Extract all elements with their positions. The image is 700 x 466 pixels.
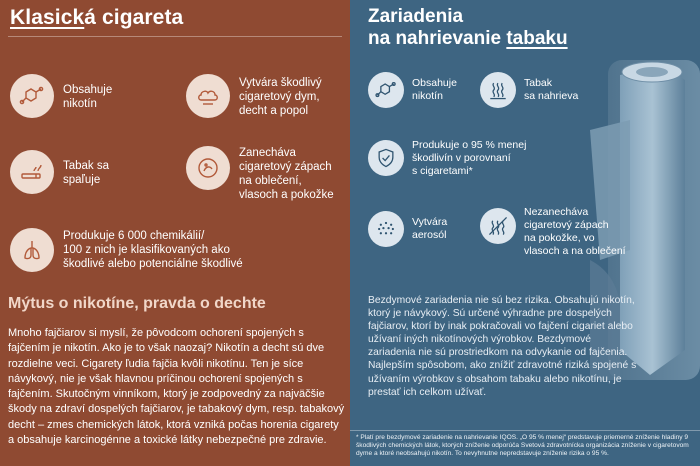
- right-title-line2-underlined: tabaku: [506, 28, 568, 49]
- left-feature-burn: [10, 150, 109, 194]
- right-title-line2-a: na nahrievanie: [368, 28, 507, 49]
- lungs-icon: [10, 228, 54, 272]
- left-feature-text: Vytvára škodlivý cigaretový dym, decht a popol: [239, 77, 322, 117]
- smoke-cloud-icon: [186, 74, 230, 118]
- molecule-icon: [10, 74, 54, 118]
- right-feature-text: Vytvára aerosól: [412, 216, 448, 241]
- shield-check-icon: [368, 140, 404, 176]
- left-title-rest: á cigareta: [84, 6, 184, 29]
- stain-icon: [186, 146, 230, 190]
- heat-waves-icon: [480, 72, 516, 108]
- burning-cigarette-icon: [10, 150, 54, 194]
- right-feature-no-odor: [480, 208, 626, 258]
- footnote: * Platí pre bezdymové zariadenie na nahrievanie IQOS. „O 95 % menej“ predstavuje priemerné zníženie hladiny 9 škodlivých chemických látok, ktorých zníženie odporúča Svetová zdravotnícka organizácia zníženie v cigaretovom dyme a ktoré neobsahujú nikotín. To nevyhnutne nepredstavuje zníženie rizika o 95 %.: [350, 430, 700, 466]
- heated-tobacco-panel: [350, 0, 700, 466]
- right-feature-text: Produkuje o 95 % menej škodlivín v porovnaní s cigaretami*: [412, 139, 527, 177]
- left-title: [10, 6, 183, 30]
- left-feature-odor: [186, 146, 334, 202]
- right-feature-text: Nezanecháva cigaretový zápach na pokožke, vo vlasoch a na oblečení: [524, 206, 626, 257]
- right-feature-text: Obsahuje nikotín: [412, 77, 457, 102]
- left-feature-text: Obsahuje nikotín: [63, 84, 113, 110]
- right-feature-reduced: [368, 140, 526, 178]
- left-divider: [8, 36, 342, 37]
- left-body-text: Mnoho fajčiarov si myslí, že pôvodcom ochorení spojených s fajčením je nikotín. Ako je to však naozaj? Nikotín a decht sú dve rozdielne veci. Cigarety ľudia fajčia kvôli nikotínu. Ten je síce návykový, nie je však hlavnou príčinou ochorení spojených s fajčením. Skutočným vinníkom, ktorý je zodpovedný za najväčšie škody na zdraví dospelých fajčiarov, je tabakový dym, resp. tabakový decht – zmes chemických látok, ktorá vzniká počas horenia cigarety a obsahuje karcinogénne a toxické látky nebezpečné pre zdravie.: [8, 327, 345, 447]
- left-feature-nicotine: [10, 74, 112, 118]
- right-feature-nicotine: [368, 72, 457, 108]
- right-body-text: Bezdymové zariadenia nie sú bez rizika. Obsahujú nikotín, ktorý je návykový. Sú určené výhradne pre dospelých fajčiarov, ktorí by inak pokračovali vo fajčení cigariet alebo užívaní iných nikotínových výrobkov. Bezdymové zariadenia nie sú prostriedkom na odvykanie od fajčenia. Najlepším spôsobom, ako znížiť zdravotné riziká spojené s užívaním výrobkov s obsahom tabaku alebo nikotínu, je prestať ich celkom užívať.: [368, 295, 637, 398]
- aerosol-icon: [368, 211, 404, 247]
- right-title-line2: [368, 28, 568, 50]
- left-feature-text: Tabak sa spaľuje: [63, 160, 110, 186]
- right-title-line1: Zariadenia: [368, 6, 464, 27]
- left-feature-text: Zanecháva cigaretový zápach na oblečení, vlasoch a pokožke: [239, 147, 334, 201]
- molecule-icon: [368, 72, 404, 108]
- right-feature-aerosol: [368, 211, 447, 247]
- left-title-underlined: Klasick: [10, 6, 85, 29]
- right-title: [368, 6, 568, 50]
- left-feature-chemicals: [10, 228, 243, 272]
- left-feature-smoke: [186, 74, 322, 118]
- right-feature-text: Tabak sa nahrieva: [524, 77, 579, 102]
- myth-heading: Mýtus o nikotíne, pravda o dechte: [8, 295, 266, 312]
- right-feature-heat: [480, 72, 578, 108]
- no-smell-icon: [480, 208, 516, 244]
- left-feature-text: Produkuje 6 000 chemikálií/ 100 z nich je klasifikovaných ako škodlivé alebo potenciálne škodlivé: [63, 230, 243, 270]
